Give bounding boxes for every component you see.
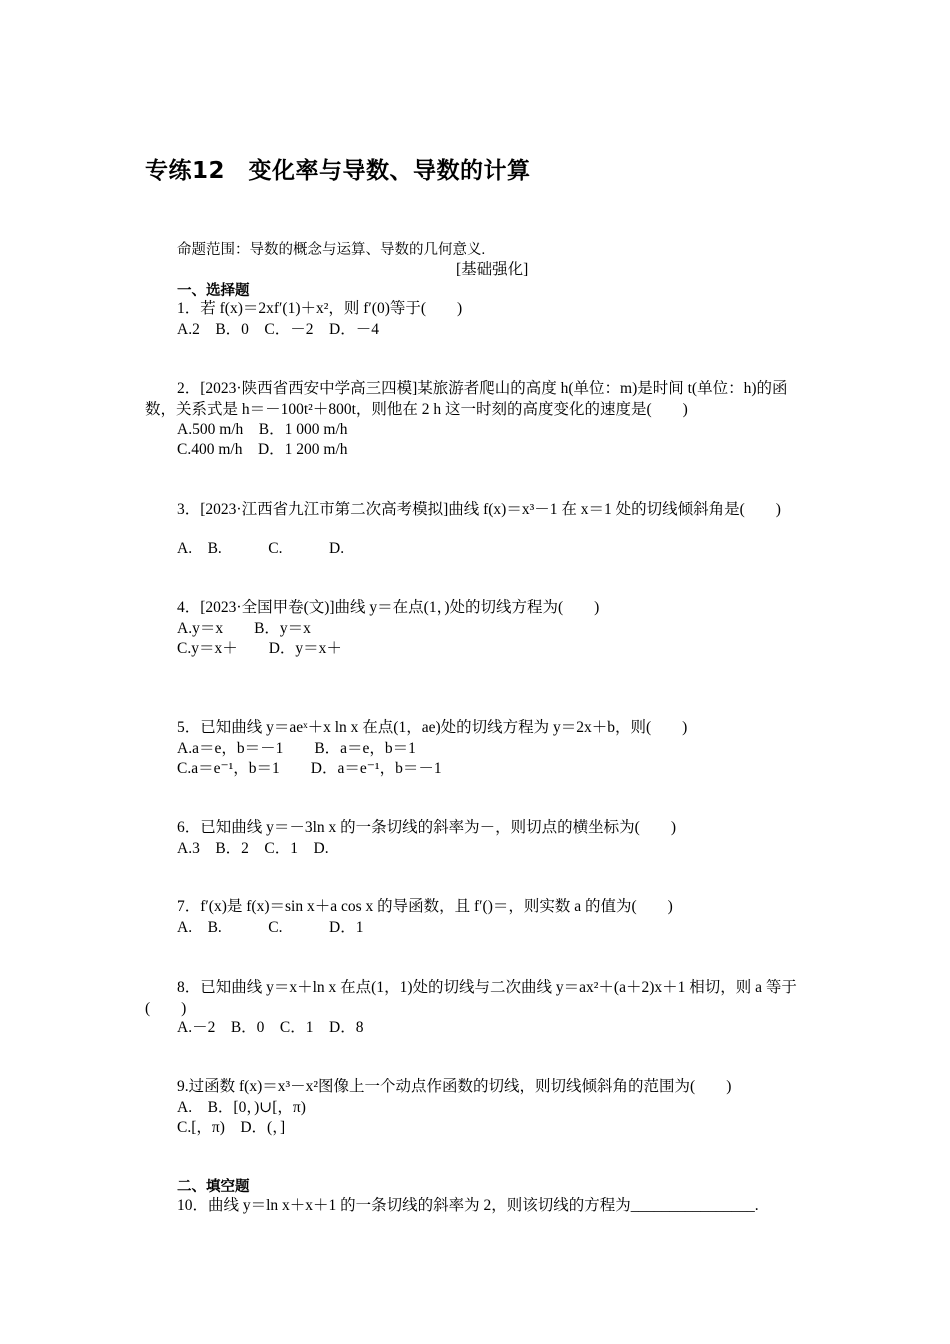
- question-2-options-a-b: A.500 m/h B．1 000 m/h: [177, 421, 348, 438]
- question-9-options-c-d: C.[，π) D．(，]: [177, 1119, 286, 1136]
- page-title: 专练12 变化率与导数、导数的计算: [145, 158, 531, 184]
- question-7-stem: 7．f′(x)是 f(x)＝sin x＋a cos x 的导函数，且 f′()＝，则实数 a 的值为( ): [177, 898, 673, 915]
- question-4-stem: 4．[2023·全国甲卷(文)]曲线 y＝在点(1，)处的切线方程为( ): [177, 599, 600, 616]
- question-8-stem: 8．已知曲线 y＝x＋ln x 在点(1，1)处的切线与二次曲线 y＝ax²＋(a＋2)x＋1 相切，则 a 等于( ): [145, 979, 797, 1017]
- question-5-options-a-b: A.a＝e，b＝－1 B．a＝e，b＝1: [177, 740, 416, 757]
- topic-scope: 命题范围：导数的概念与运算、导数的几何意义.: [177, 242, 486, 258]
- question-4-options-a-b: A.y＝x B．y＝x: [177, 620, 311, 637]
- question-4-options-c-d: C.y＝x＋ D．y＝x＋: [177, 640, 342, 657]
- question-9-stem: 9.过函数 f(x)＝x³－x²图像上一个动点作函数的切线，则切线倾斜角的范围为( ): [177, 1078, 732, 1095]
- question-1-stem: 1．若 f(x)＝2xf′(1)＋x²，则 f′(0)等于( ): [177, 300, 463, 317]
- question-5-stem: 5．已知曲线 y＝aeˣ＋x ln x 在点(1，ae)处的切线方程为 y＝2x＋b，则( ): [177, 719, 688, 736]
- question-6-options: A.3 B．2 C．1 D.: [177, 840, 329, 857]
- question-1-options: A.2 B．0 C．－2 D．－4: [177, 321, 379, 338]
- question-6-stem: 6．已知曲线 y＝－3ln x 的一条切线的斜率为－，则切点的横坐标为( ): [177, 819, 677, 836]
- question-2-stem: 2．[2023·陕西省西安中学高三四模]某旅游者爬山的高度 h(单位：m)是时间 t(单位：h)的函数，关系式是 h＝－100t²＋800t，则他在 2 h 这一时刻的高度变化的速度是( ): [145, 380, 788, 418]
- question-8-options: A.－2 B．0 C．1 D．8: [177, 1019, 364, 1036]
- question-5-options-c-d: C.a＝e⁻¹，b＝1 D．a＝e⁻¹，b＝－1: [177, 760, 442, 777]
- difficulty-level: [基础强化]: [456, 261, 529, 278]
- question-7-options: A. B. C. D．1: [177, 919, 364, 936]
- question-10-stem: 10．曲线 y＝ln x＋x＋1 的一条切线的斜率为 2，则该切线的方程为________________.: [177, 1197, 759, 1214]
- section-heading-fill-in: 二、填空题: [177, 1179, 250, 1195]
- question-3-options: A. B. C. D.: [177, 540, 345, 557]
- section-heading-choice: 一、选择题: [177, 283, 250, 299]
- question-3-stem: 3．[2023·江西省九江市第二次高考模拟]曲线 f(x)＝x³－1 在 x＝1 处的切线倾斜角是( ): [177, 501, 781, 518]
- question-9-options-a-b: A. B．[0，)∪[，π): [177, 1099, 306, 1116]
- question-2-options-c-d: C.400 m/h D．1 200 m/h: [177, 441, 348, 458]
